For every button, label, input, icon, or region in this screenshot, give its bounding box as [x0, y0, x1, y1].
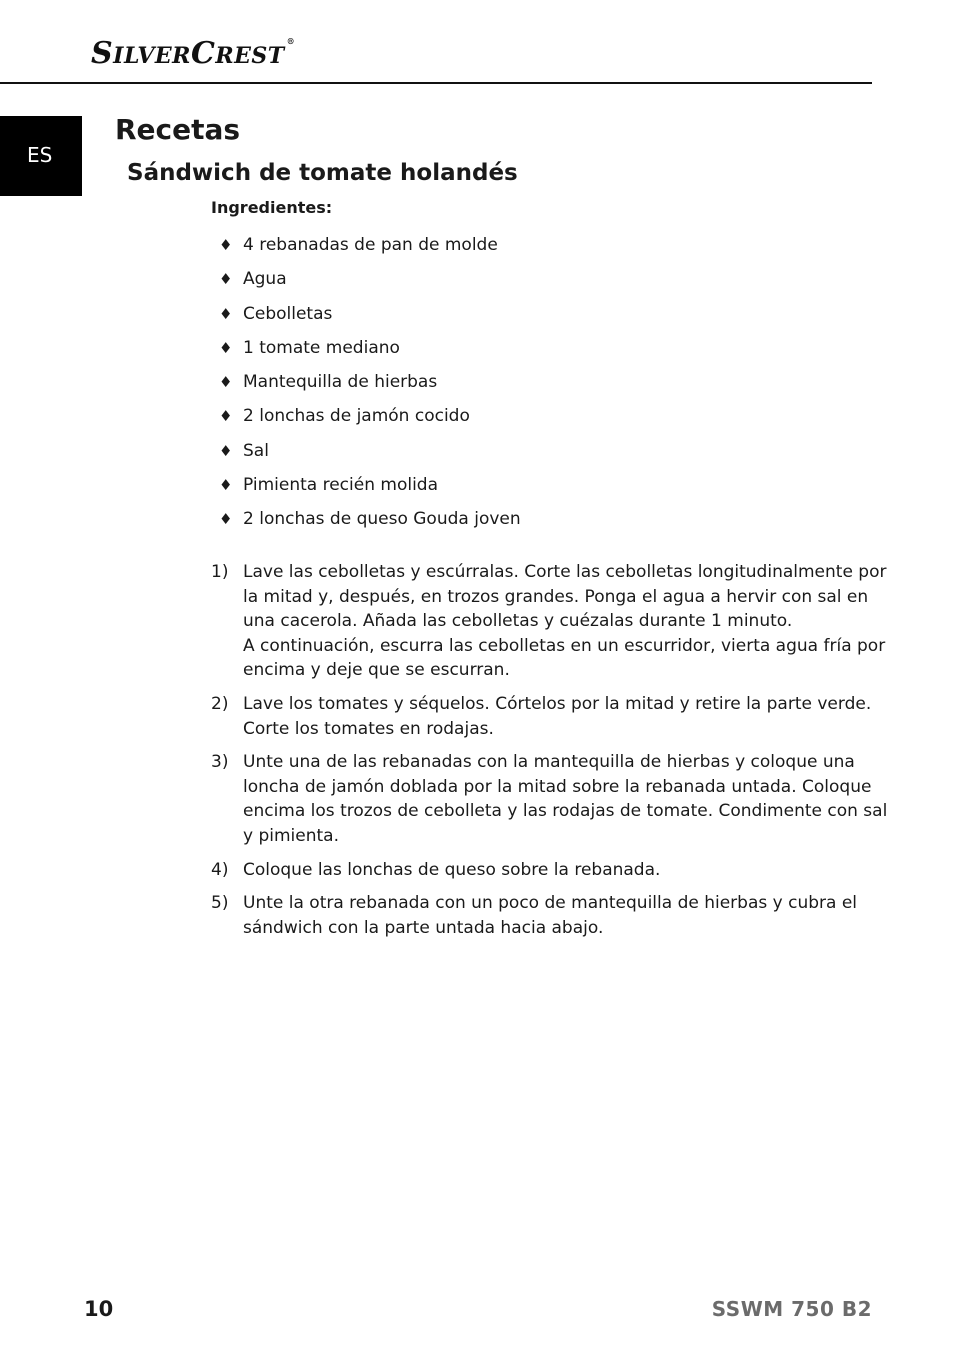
step-text-line: sándwich con la parte untada hacia abajo. [243, 917, 604, 938]
step-item [211, 560, 887, 683]
bullet-diamond-icon: ♦ [219, 304, 233, 323]
steps-list [211, 560, 888, 949]
logo-text: REST [215, 43, 285, 69]
step-text-line: Unte la otra rebanada con un poco de mantequilla de hierbas y cubra el [243, 893, 858, 914]
step-text-line: y pimienta. [243, 825, 339, 846]
step-text-line: encima los trozos de cebolleta y las rodajas de tomate. Condimente con sal [243, 801, 888, 822]
step-item [211, 891, 858, 940]
header-divider [0, 82, 872, 84]
bullet-diamond-icon: ♦ [219, 510, 233, 529]
step-number: 3) [211, 752, 229, 773]
step-number: 1) [211, 562, 229, 582]
ingredient-text: 4 rebanadas de pan de molde [243, 235, 498, 255]
step-text-line: Lave las cebolletas y escúrralas. Corte las cebolletas longitudinalmente por [243, 562, 887, 582]
ingredient-text: Cebolletas [243, 303, 333, 324]
step-text-line: Unte una de las rebanadas con la mantequilla de hierbas y coloque una [243, 752, 855, 773]
bullet-diamond-icon: ♦ [219, 373, 233, 392]
step-text-line: una cacerola. Añada las cebolletas y cuézalas durante 1 minuto. [243, 611, 793, 632]
logo-text: ILVER [113, 43, 191, 69]
ingredient-text: Agua [243, 269, 287, 290]
step-text-line: A continuación, escurra las cebolletas en un escurridor, vierta agua fría por [243, 635, 886, 656]
bullet-diamond-icon: ♦ [219, 441, 233, 460]
bullet-diamond-icon: ♦ [219, 236, 233, 254]
step-text-line: la mitad y, después, en trozos grandes. Ponga el agua a hervir con sal en [243, 586, 869, 607]
step-text-line: Corte los tomates en rodajas. [243, 718, 494, 739]
brand-logo [91, 36, 295, 71]
recipe-title: Sándwich de tomate holandés [127, 160, 518, 186]
registered-mark: ® [286, 36, 296, 46]
step-text-line: Coloque las lonchas de queso sobre la rebanada. [243, 859, 661, 880]
step-number: 5) [211, 893, 229, 914]
step-number: 2) [211, 693, 229, 714]
bullet-diamond-icon: ♦ [219, 476, 233, 495]
page-number: 10 [84, 1297, 114, 1321]
ingredient-text: 1 tomate mediano [243, 337, 400, 358]
language-code: ES [27, 143, 53, 167]
step-text-line: loncha de jamón doblada por la mitad sobre la rebanada untada. Coloque [243, 776, 872, 797]
ingredient-text: 2 lonchas de queso Gouda joven [243, 509, 521, 530]
language-tab [0, 116, 82, 196]
ingredient-text: 2 lonchas de jamón cocido [243, 406, 470, 427]
step-item [211, 858, 851, 883]
bullet-diamond-icon: ♦ [219, 270, 233, 289]
page-title: Recetas [115, 113, 241, 146]
step-text-line: Lave los tomates y séquelos. Córtelos por la mitad y retire la parte verde. [243, 693, 872, 714]
step-number: 4) [211, 859, 229, 880]
step-item [211, 692, 872, 741]
step-item [211, 750, 888, 848]
ingredient-text: Pimienta recién molida [243, 475, 439, 496]
bullet-diamond-icon: ♦ [219, 407, 233, 426]
ingredient-text: Mantequilla de hierbas [243, 372, 438, 393]
step-text-line: encima y deje que se escurran. [243, 660, 510, 681]
logo-letter: S [91, 36, 114, 71]
bullet-diamond-icon: ♦ [219, 338, 233, 357]
ingredient-text: Sal [243, 440, 269, 461]
ingredients-heading: Ingredientes: [211, 198, 333, 217]
model-number: SSWM 750 B2 [711, 1297, 872, 1321]
logo-letter: C [190, 36, 216, 71]
